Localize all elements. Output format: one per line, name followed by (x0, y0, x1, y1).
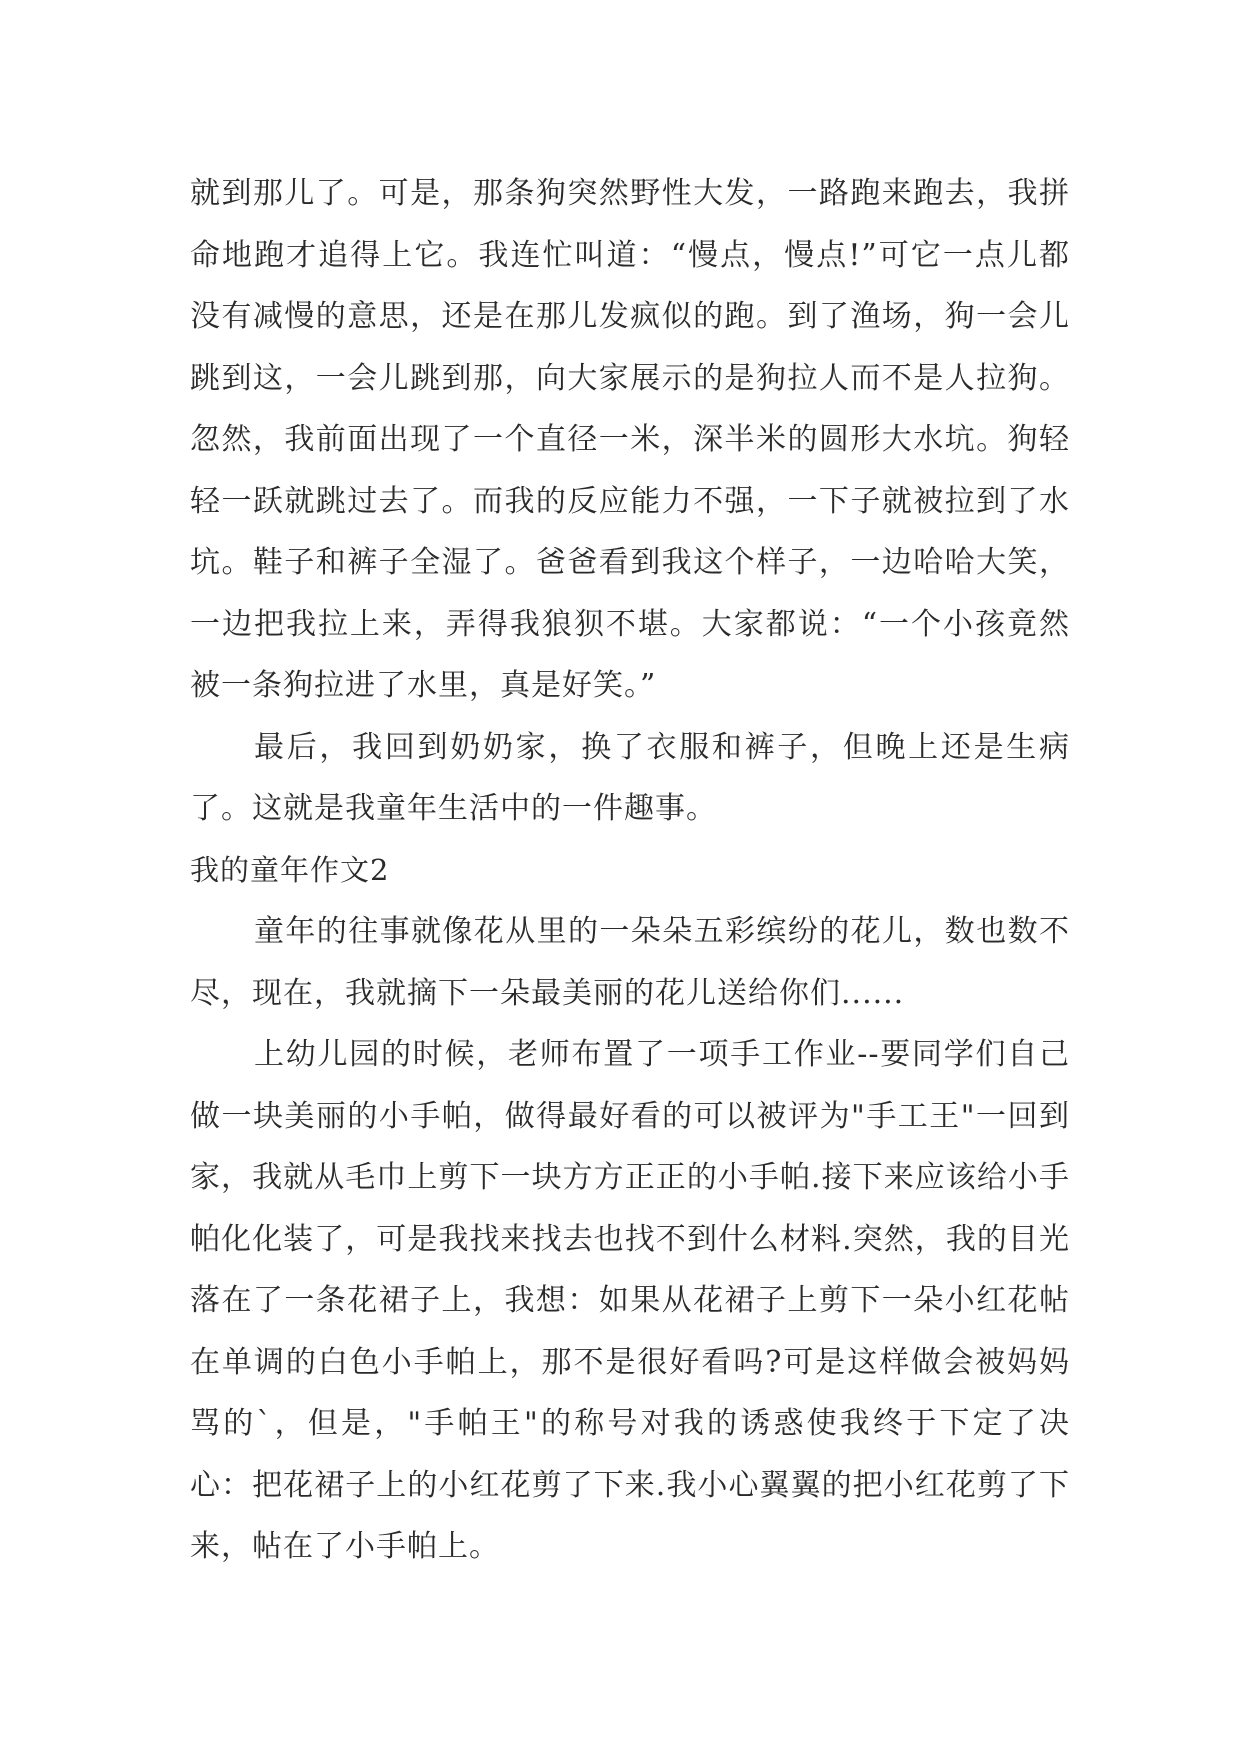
paragraph-intro: 童年的往事就像花从里的一朵朵五彩缤纷的花儿，数也数不尽，现在，我就摘下一朵最美丽的花儿送给你们...... (190, 914, 1070, 1011)
paragraph-conclusion: 最后，我回到奶奶家，换了衣服和裤子，但晚上还是生病了。这就是我童年生活中的一件趣事。 (190, 729, 1070, 826)
paragraph-story: 上幼儿园的时候，老师布置了一项手工作业--要同学们自己做一块美丽的小手帕，做得最好看的可以被评为"手工王"一回到家，我就从毛巾上剪下一块方方正正的小手帕.接下来应该给小手帕化化装了，可是我找来找去也找不到什么材料.突然，我的目光落在了一条花裙子上，我想：如果从花裙子上剪下一朵小红花帖在单调的白色小手帕上，那不是很好看吗?可是这样做会被妈妈骂的`，但是，"手帕王"的称号对我的诱惑使我终于下定了决心：把花裙子上的小红花剪了下来.我小心翼翼的把小红花剪了下来，帖在了小手帕上。 (190, 1037, 1070, 1564)
section-heading: 我的童年作文2 (190, 852, 390, 887)
paragraph-continuation: 就到那儿了。可是，那条狗突然野性大发，一路跑来跑去，我拼命地跑才追得上它。我连忙叫道：“慢点，慢点!”可它一点儿都没有减慢的意思，还是在那儿发疯似的跑。到了渔场，狗一会儿跳到这，一会儿跳到那，向大家展示的是狗拉人而不是人拉狗。忽然，我前面出现了一个直径一米，深半米的圆形大水坑。狗轻轻一跃就跳过去了。而我的反应能力不强，一下子就被拉到了水坑。鞋子和裤子全湿了。爸爸看到我这个样子，一边哈哈大笑，一边把我拉上来，弄得我狼狈不堪。大家都说：“一个小孩竟然被一条狗拉进了水里，真是好笑。” (190, 176, 1070, 703)
document-body (190, 163, 1070, 1578)
